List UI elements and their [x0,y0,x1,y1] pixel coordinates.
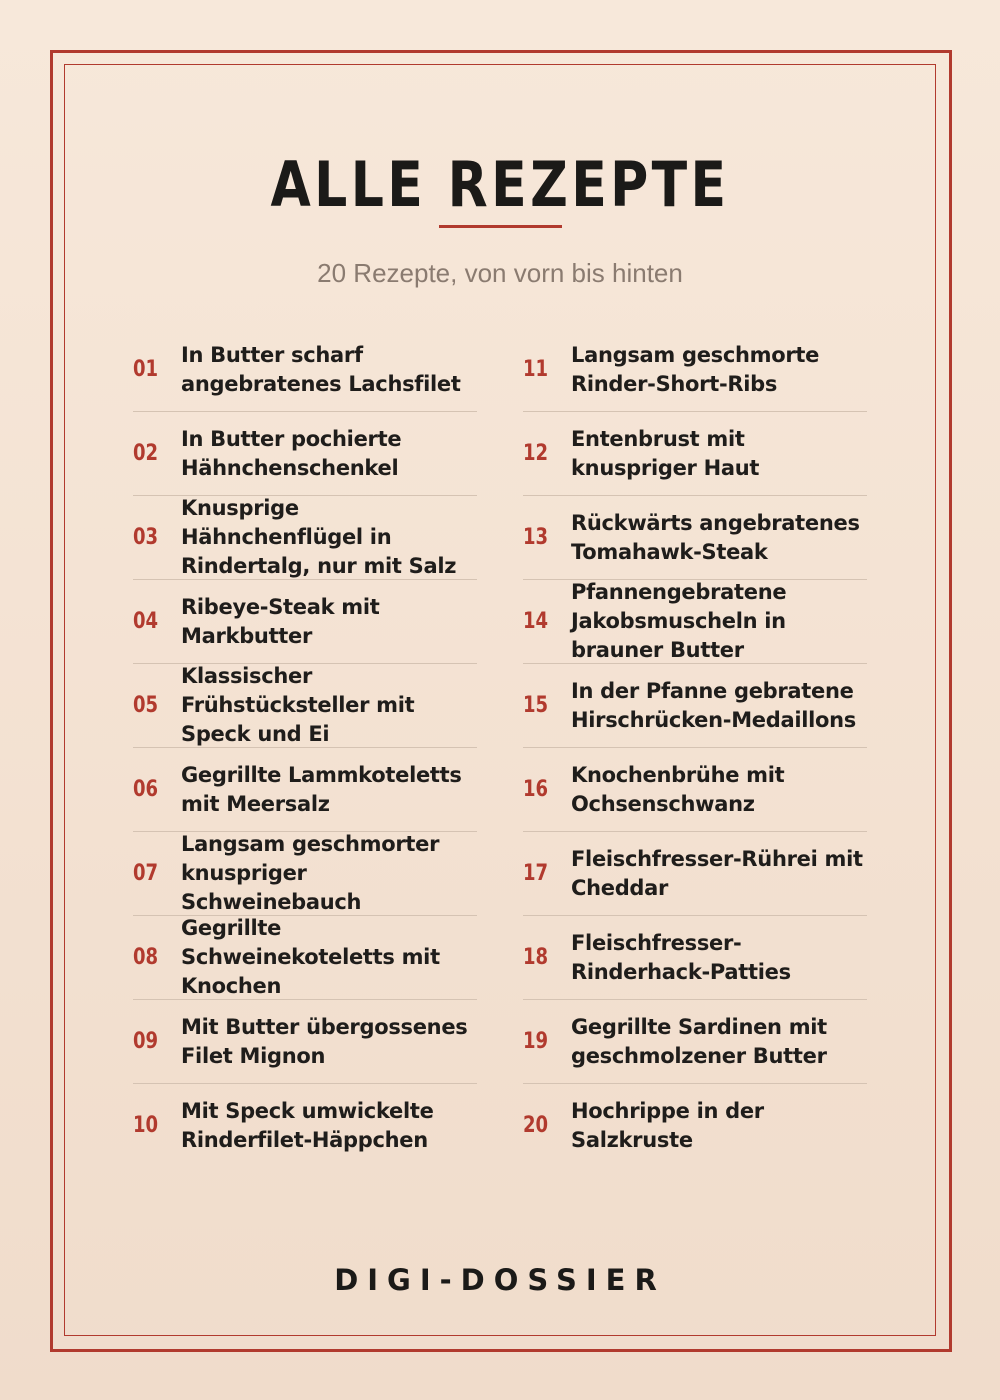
recipe-name: Mit Butter übergossenes Filet Mignon [181,1014,468,1068]
page-subtitle: 20 Rezepte, von vorn bis hinten [317,258,683,288]
recipe-name: Langsam geschmorter knuspriger Schweinebauch [181,832,440,914]
recipe-item[interactable] [133,999,477,1083]
recipe-number: 16 [523,777,549,802]
recipe-item[interactable] [133,411,477,495]
recipe-name: Gegrillte Schweinekoteletts mit Knochen [181,916,440,998]
page-title: ALLE REZEPTE [270,148,730,221]
recipe-name: Rückwärts angebratenes Tomahawk-Steak [571,510,860,564]
recipe-item[interactable] [523,831,867,915]
recipe-item[interactable] [523,411,867,495]
recipe-item[interactable] [133,328,477,411]
recipe-name: Fleischfresser-Rührei mit Cheddar [571,846,863,900]
recipe-number: 19 [523,1029,549,1054]
recipe-number: 04 [133,609,159,634]
recipe-name: Mit Speck umwickelte Rinderfilet-Häppchen [181,1098,434,1152]
recipe-name: Klassischer Frühstücksteller mit Speck und Ei [181,664,415,746]
recipe-number: 01 [133,357,159,382]
recipe-name: Fleischfresser-Rinderhack-Patties [571,930,791,984]
recipe-list-right [523,328,867,1167]
recipe-item[interactable] [133,663,477,747]
recipe-name: In Butter scharf angebratenes Lachsfilet [181,342,461,396]
recipe-name: Pfannengebratene Jakobsmuscheln in brauner Butter [571,580,787,662]
recipe-name: Knochenbrühe mit Ochsenschwanz [571,762,785,816]
recipe-name: In der Pfanne gebratene Hirschrücken-Medaillons [571,678,857,732]
recipe-number: 11 [523,357,549,382]
recipe-number: 08 [133,945,159,970]
recipe-number: 12 [523,441,549,466]
recipe-name: Hochrippe in der Salzkruste [571,1098,764,1152]
brand-footer: DIGI-DOSSIER [334,1263,666,1297]
recipe-item[interactable] [133,831,477,915]
recipe-number: 02 [133,441,159,466]
recipe-item[interactable] [523,663,867,747]
recipe-item[interactable] [133,915,477,999]
recipe-number: 10 [133,1113,159,1138]
recipe-item[interactable] [133,747,477,831]
recipe-number: 06 [133,777,159,802]
recipe-item[interactable] [133,579,477,663]
recipe-name: Gegrillte Sardinen mit geschmolzener Butter [571,1014,827,1068]
recipe-number: 09 [133,1029,159,1054]
recipe-item[interactable] [133,495,477,579]
recipe-item[interactable] [523,579,867,663]
recipe-name: Gegrillte Lammkoteletts mit Meersalz [181,762,462,816]
recipe-number: 15 [523,693,549,718]
recipe-name: Langsam geschmorte Rinder-Short-Ribs [571,342,820,396]
recipe-number: 20 [523,1113,549,1138]
recipe-number: 18 [523,945,549,970]
title-underline [439,225,562,228]
recipe-number: 03 [133,525,159,550]
recipe-name: Knusprige Hähnchenflügel in Rindertalg, nur mit Salz [181,496,457,578]
recipe-name: Entenbrust mit knuspriger Haut [571,426,760,480]
recipe-name: In Butter pochierte Hähnchenschenkel [181,426,402,480]
recipe-number: 05 [133,693,159,718]
recipe-item[interactable] [523,1083,867,1167]
recipe-item[interactable] [523,915,867,999]
recipe-item[interactable] [133,1083,477,1167]
recipe-number: 13 [523,525,549,550]
recipe-list-left [133,328,477,1167]
recipe-item[interactable] [523,999,867,1083]
recipe-number: 17 [523,861,549,886]
recipe-item[interactable] [523,495,867,579]
recipe-number: 07 [133,861,159,886]
recipe-number: 14 [523,609,549,634]
recipe-name: Ribeye-Steak mit Markbutter [181,594,380,648]
recipe-item[interactable] [523,747,867,831]
recipe-item[interactable] [523,328,867,411]
